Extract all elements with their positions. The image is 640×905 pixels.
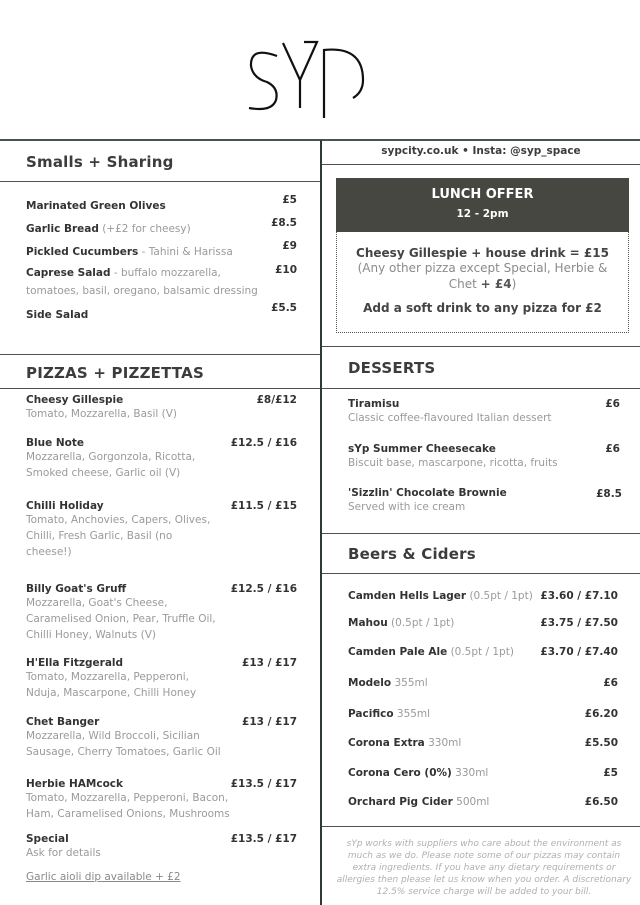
item-name: Chet Banger <box>26 716 100 728</box>
menu-item <box>26 194 246 214</box>
lunch-line-1: Cheesy Gillespie + house drink = £15 <box>356 246 609 260</box>
item-desc: Tomato, Mozzarella, Basil (V) <box>26 408 178 420</box>
item-desc: (+£2 for cheesy) <box>98 223 191 235</box>
item-price: £12.5 / £16 <box>230 583 297 595</box>
item-price: £13.5 / £17 <box>230 833 297 845</box>
column-divider <box>320 140 322 905</box>
aioli-note: Garlic aioli dip available + £2 <box>26 871 181 883</box>
item-price: £6 <box>605 398 620 410</box>
logo-header <box>0 0 640 140</box>
divider <box>0 388 320 389</box>
menu-item <box>26 583 216 643</box>
beer-price: £5.50 <box>584 737 618 749</box>
beer-price: £6.20 <box>584 708 618 720</box>
item-price: £5.5 <box>271 302 297 314</box>
item-desc: Mozzarella, Wild Broccoli, Sicilian Sausage, Cherry Tomatoes, Garlic Oil <box>26 730 221 758</box>
item-name: Garlic Bread <box>26 223 99 235</box>
item-desc: Served with ice cream <box>348 501 466 513</box>
divider <box>322 826 640 827</box>
item-desc: - Tahini & Harissa <box>138 246 233 258</box>
item-desc: - buffalo mozzarella, tomatoes, basil, oregano, balsamic dressing <box>26 267 258 297</box>
divider <box>0 354 320 355</box>
item-name: Cheesy Gillespie <box>26 394 124 406</box>
menu-item <box>348 398 588 426</box>
item-price: £8.5 <box>271 217 297 229</box>
beer-size: 330ml <box>451 767 489 779</box>
item-price: £12.5 / £16 <box>230 437 297 449</box>
item-desc: Classic coffee-flavoured Italian dessert <box>348 412 552 424</box>
item-price: £10 <box>275 264 297 276</box>
item-desc: Tomato, Anchovies, Capers, Olives, Chilli, Fresh Garlic, Basil (no cheese!) <box>26 514 211 558</box>
beer-item <box>348 646 618 658</box>
item-name: Pickled Cucumbers <box>26 246 139 258</box>
menu-item <box>348 487 588 515</box>
item-desc: Mozzarella, Goat's Cheese, Caramelised Onion, Pear, Truffle Oil, Chilli Honey, Walnuts (V) <box>26 597 216 641</box>
lunch-offer-body <box>336 232 629 333</box>
beer-price: £3.60 / £7.10 <box>540 590 618 602</box>
item-name: Side Salad <box>26 309 89 321</box>
item-price: £6 <box>605 443 620 455</box>
beer-size: 330ml <box>424 737 462 749</box>
syp-logo-icon <box>245 38 395 123</box>
item-price: £8/£12 <box>256 394 297 406</box>
item-name: Special <box>26 833 69 845</box>
item-price: £9 <box>282 240 297 252</box>
menu-item <box>26 240 256 260</box>
divider <box>322 533 640 534</box>
beer-item <box>348 677 618 689</box>
menu-item <box>26 716 221 760</box>
beer-price: £6.50 <box>584 796 618 808</box>
beer-price: £6 <box>603 677 618 689</box>
beer-size: 500ml <box>452 796 490 808</box>
menu-item <box>26 303 246 322</box>
menu-item <box>26 657 201 701</box>
lunch-title: LUNCH OFFER <box>431 187 534 202</box>
item-name: H'Ella Fitzgerald <box>26 657 124 669</box>
beer-name: Corona Extra <box>348 737 425 749</box>
lunch-line-3: Add a soft drink to any pizza for £2 <box>363 301 602 315</box>
beer-item <box>348 708 618 720</box>
beer-price: £3.75 / £7.50 <box>540 617 618 629</box>
item-name: Billy Goat's Gruff <box>26 583 127 595</box>
beer-price: £3.70 / £7.40 <box>540 646 618 658</box>
divider <box>322 388 640 389</box>
item-name: Tiramisu <box>348 398 400 410</box>
beer-size: 355ml <box>393 708 431 720</box>
section-title-smalls: Smalls + Sharing <box>26 153 174 171</box>
menu-item <box>26 394 226 422</box>
section-title-pizzas: PIZZAS + PIZZETTAS <box>26 364 204 382</box>
divider <box>322 573 640 574</box>
beer-item <box>348 796 618 808</box>
item-desc: Ask for details <box>26 847 101 859</box>
lunch-line-2-text: (Any other pizza except Special, Herbie & Chet <box>357 261 608 291</box>
item-price: £5 <box>282 194 297 206</box>
footnote: sYp works with suppliers who care about the environment as much as we do. Please note some of our pizzas may contain extra ingredients. If you have any dietary requirements or allergies then please let us know when you order. A discretionary 12.5% service charge will be added to your bill. <box>336 839 632 897</box>
beer-size: (0.5pt / 1pt) <box>466 590 533 602</box>
contact-info: sypcity.co.uk • Insta: @syp_space <box>381 145 581 157</box>
item-desc: Biscuit base, mascarpone, ricotta, fruits <box>348 457 558 469</box>
beer-name: Modelo <box>348 677 392 689</box>
menu-item <box>26 500 211 560</box>
item-price: £13 / £17 <box>242 716 297 728</box>
beer-name: Corona Cero (0%) <box>348 767 452 779</box>
beer-item <box>348 617 618 629</box>
section-title-desserts: DESSERTS <box>348 359 436 377</box>
item-desc: Mozzarella, Gorgonzola, Ricotta, Smoked cheese, Garlic oil (V) <box>26 451 196 479</box>
beer-size: (0.5pt / 1pt) <box>447 646 514 658</box>
beer-item <box>348 767 618 779</box>
item-name: Blue Note <box>26 437 84 449</box>
beer-name: Camden Pale Ale <box>348 646 448 658</box>
beer-name: Camden Hells Lager <box>348 590 467 602</box>
lunch-line-2 <box>337 260 628 292</box>
item-name: Caprese Salad <box>26 267 111 279</box>
lunch-line-2-bold: + £4 <box>480 277 512 291</box>
menu-item <box>26 833 226 861</box>
item-desc: Tomato, Mozzarella, Pepperoni, Nduja, Mascarpone, Chilli Honey <box>26 671 197 699</box>
item-name: sYp Summer Cheesecake <box>348 443 496 455</box>
item-name: Herbie HAMcock <box>26 778 123 790</box>
item-name: Marinated Green Olives <box>26 200 166 212</box>
menu-item <box>26 217 256 237</box>
beer-price: £5 <box>603 767 618 779</box>
item-desc: Tomato, Mozzarella, Pepperoni, Bacon, Ham, Caramelised Onions, Mushrooms <box>26 792 230 820</box>
menu-item <box>26 437 216 481</box>
item-price: £13 / £17 <box>242 657 297 669</box>
item-price: £8.5 <box>596 488 622 500</box>
beer-size: 355ml <box>391 677 428 689</box>
beer-item <box>348 737 618 749</box>
beer-size: (0.5pt / 1pt) <box>387 617 455 629</box>
divider <box>322 164 640 165</box>
lunch-time: 12 - 2pm <box>456 208 509 220</box>
item-price: £13.5 / £17 <box>230 778 297 790</box>
item-name: Chilli Holiday <box>26 500 104 512</box>
beer-name: Pacifico <box>348 708 394 720</box>
beer-item <box>348 590 618 602</box>
item-name: 'Sizzlin' Chocolate Brownie <box>348 487 507 499</box>
lunch-line-2-end: ) <box>511 277 517 291</box>
section-title-beers: Beers & Ciders <box>348 545 476 563</box>
beer-name: Mahou <box>348 617 388 629</box>
lunch-offer-header <box>336 178 629 232</box>
beer-name: Orchard Pig Cider <box>348 796 453 808</box>
menu-item <box>348 443 588 471</box>
item-price: £11.5 / £15 <box>230 500 297 512</box>
divider <box>0 181 320 182</box>
divider <box>322 346 640 347</box>
